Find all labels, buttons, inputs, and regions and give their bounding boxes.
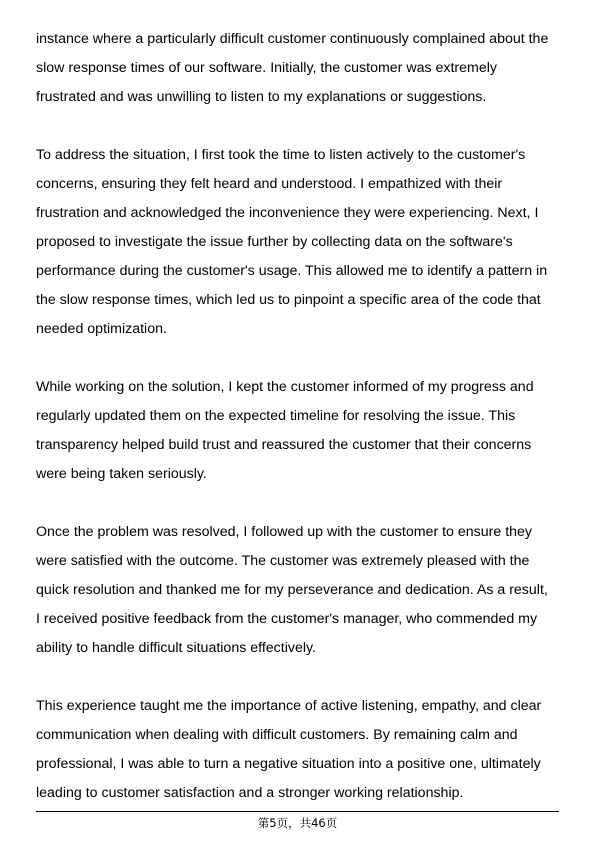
text-line: regularly updated them on the expected timeline for resolving the issue. This [36, 408, 516, 424]
text-line: While working on the solution, I kept the customer informed of my progress and [36, 379, 534, 395]
text-line: were being taken seriously. [36, 466, 207, 482]
paragraph-spacer [36, 489, 566, 518]
text-line: leading to customer satisfaction and a stronger working relationship. [36, 785, 464, 801]
paragraph [36, 692, 566, 808]
footer-divider [36, 811, 559, 812]
text-line: This experience taught me the importance of active listening, empathy, and clear [36, 698, 542, 714]
text-line: performance during the customer's usage. This allowed me to identify a pattern in [36, 263, 548, 279]
paragraph [36, 25, 566, 112]
body-text [36, 25, 566, 808]
text-line: I received positive feedback from the customer's manager, who commended my [36, 611, 538, 627]
text-line: proposed to investigate the issue further by collecting data on the software's [36, 234, 513, 250]
paragraph-spacer [36, 663, 566, 692]
text-line: needed optimization. [36, 321, 167, 337]
text-line: the slow response times, which led us to pinpoint a specific area of the code that [36, 292, 541, 308]
paragraph [36, 373, 566, 489]
text-line: ability to handle difficult situations effectively. [36, 640, 316, 656]
paragraph [36, 518, 566, 663]
text-line: frustrated and was unwilling to listen to my explanations or suggestions. [36, 89, 487, 105]
paragraph [36, 141, 566, 344]
text-line: Once the problem was resolved, I followed up with the customer to ensure they [36, 524, 533, 540]
text-line: were satisfied with the outcome. The customer was extremely pleased with the [36, 553, 530, 569]
text-line: slow response times of our software. Initially, the customer was extremely [36, 60, 498, 76]
paragraph-spacer [36, 112, 566, 141]
text-line: concerns, ensuring they felt heard and understood. I empathized with their [36, 176, 503, 192]
text-line: transparency helped build trust and reassured the customer that their concerns [36, 437, 532, 453]
text-line: frustration and acknowledged the inconvenience they were experiencing. Next, I [36, 205, 539, 221]
text-line: communication when dealing with difficult customers. By remaining calm and [36, 727, 518, 743]
paragraph-spacer [36, 344, 566, 373]
text-line: To address the situation, I first took the time to listen actively to the customer's [36, 147, 526, 163]
text-line: instance where a particularly difficult customer continuously complained about the [36, 31, 549, 47]
page-number: 第5页，共46页 [257, 816, 338, 830]
text-line: professional, I was able to turn a negative situation into a positive one, ultimately [36, 756, 541, 772]
text-line: quick resolution and thanked me for my perseverance and dedication. As a result, [36, 582, 548, 598]
